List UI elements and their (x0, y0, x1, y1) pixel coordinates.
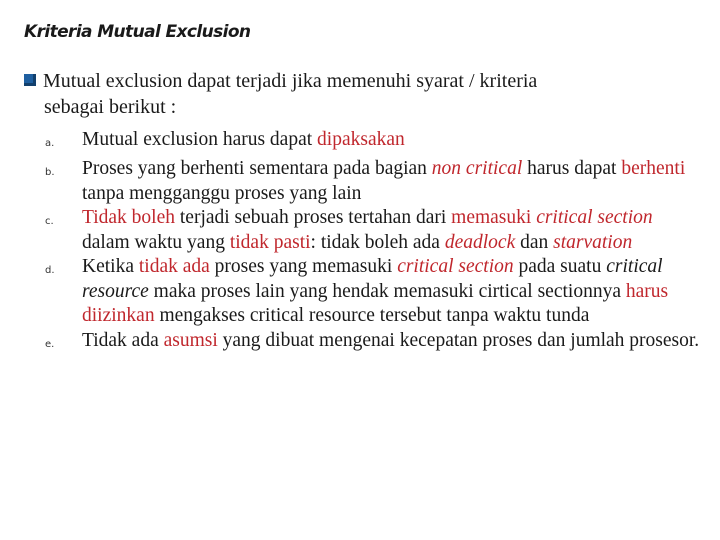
highlighted-term: harus diizinkan (82, 280, 669, 326)
intro-line-2: sebagai berikut : (44, 96, 177, 118)
list-item (45, 255, 705, 329)
highlighted-term: critical section (397, 256, 514, 277)
list-item (45, 157, 705, 206)
highlighted-term: tidak pasti (229, 231, 311, 253)
highlighted-term: critical section (536, 207, 653, 228)
highlighted-term: dipaksakan (317, 129, 405, 150)
text-segment: yang dibuat mengenai kecepatan proses dan jumlah prosesor. (217, 329, 700, 351)
text-segment: Tidak ada (82, 329, 164, 351)
text-segment: terjadi sebuah proses tertahan dari (175, 207, 452, 228)
highlighted-term: Tidak boleh (82, 207, 175, 228)
list-item-text (82, 255, 702, 329)
intro-line-1: Mutual exclusion dapat terjadi jika memenuhi syarat / kriteria (43, 70, 538, 92)
list-item-text (82, 206, 702, 255)
highlighted-term: tidak ada (138, 256, 210, 277)
list-marker: a. (45, 138, 55, 149)
highlighted-term: memasuki (451, 207, 532, 228)
text-segment: mengakses critical resource tersebut tanpa waktu tunda (154, 305, 590, 326)
list-marker: b. (45, 167, 55, 178)
text-segment: maka proses lain yang hendak memasuki cirtical sectionnya (148, 280, 626, 302)
list-item (45, 206, 705, 255)
list-marker: e. (45, 338, 55, 350)
highlighted-term: berhenti (621, 158, 686, 179)
highlighted-term: starvation (553, 231, 633, 253)
text-segment: dan (515, 231, 554, 253)
highlighted-term: critical resource (82, 256, 663, 302)
text-segment: proses yang memasuki (209, 256, 398, 277)
highlighted-term: non critical (431, 158, 523, 179)
criteria-list (45, 128, 705, 358)
list-marker: d. (45, 265, 55, 276)
text-segment: Proses yang berhenti sementara pada bagian (82, 158, 432, 179)
highlighted-term: asumsi (163, 329, 218, 351)
list-item (45, 329, 705, 358)
text-segment: Mutual exclusion harus dapat (82, 129, 318, 150)
text-segment: Ketika (82, 256, 139, 277)
slide-title: Kriteria Mutual Exclusion (24, 22, 251, 42)
highlighted-term: deadlock (444, 231, 516, 253)
text-segment: pada suatu (513, 256, 607, 277)
list-item-text (82, 157, 702, 206)
intro-bullet (24, 68, 704, 120)
text-segment: : tidak boleh ada (310, 231, 445, 253)
list-marker: c. (45, 216, 54, 227)
square-bullet-icon (24, 74, 36, 86)
text-segment: dalam waktu yang (82, 231, 230, 253)
text-segment: harus dapat (522, 158, 622, 179)
text-segment: tanpa mengganggu proses yang lain (82, 182, 362, 204)
list-item-text (82, 329, 702, 358)
list-item (45, 128, 705, 157)
list-item-text (82, 128, 702, 157)
